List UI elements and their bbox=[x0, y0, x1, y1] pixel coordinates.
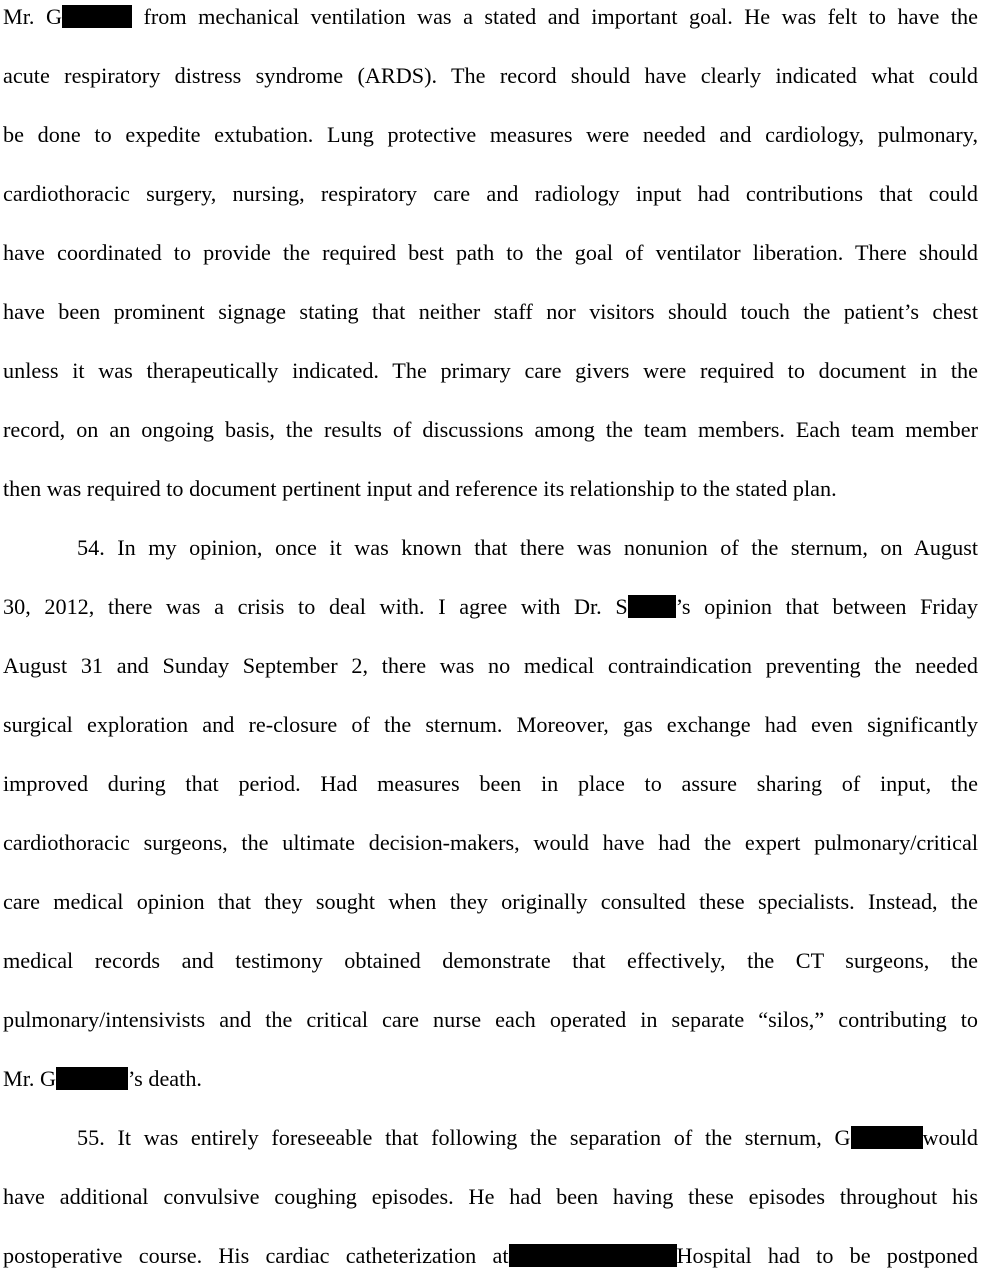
text-segment: August 31 and Sunday September 2, there was no medical contraindication preventing the needed bbox=[3, 653, 978, 678]
text-segment: cardiothoracic surgery, nursing, respiratory care and radiology input had contributions that could bbox=[3, 181, 978, 206]
text-segment: ’s death. bbox=[128, 1066, 202, 1091]
paragraph-54-start bbox=[77, 533, 978, 563]
text-line bbox=[3, 415, 978, 445]
text-segment: 55. It was entirely foreseeable that following the separation of the sternum, G bbox=[77, 1125, 851, 1150]
text-segment: 30, 2012, there was a crisis to deal with. I agree with Dr. S bbox=[3, 594, 628, 619]
text-segment: improved during that period. Had measures been in place to assure sharing of input, the bbox=[3, 771, 978, 796]
text-line bbox=[3, 1005, 978, 1035]
text-segment: cardiothoracic surgeons, the ultimate decision-makers, would have had the expert pulmonary/critical bbox=[3, 830, 978, 855]
text-line bbox=[3, 592, 978, 622]
text-segment: ’s opinion that between Friday bbox=[675, 594, 978, 619]
text-line bbox=[3, 61, 978, 91]
text-segment: would bbox=[922, 1125, 978, 1150]
text-segment: Mr. G bbox=[3, 1066, 57, 1091]
text-segment: have been prominent signage stating that neither staff nor visitors should touch the patient’s chest bbox=[3, 299, 978, 324]
text-line bbox=[3, 1064, 978, 1094]
text-segment: care medical opinion that they sought when they originally consulted these specialists. Instead, the bbox=[3, 889, 978, 914]
text-line bbox=[3, 356, 978, 386]
text-segment: unless it was therapeutically indicated. The primary care givers were required to document in the bbox=[3, 358, 978, 383]
paragraph-55-start bbox=[77, 1123, 978, 1153]
redaction-bar bbox=[509, 1244, 677, 1267]
text-line bbox=[3, 946, 978, 976]
text-line bbox=[3, 1182, 978, 1212]
redaction-bar bbox=[62, 5, 132, 28]
text-line bbox=[3, 828, 978, 858]
text-segment: from mechanical ventilation was a stated and important goal. He was felt to have the bbox=[131, 4, 978, 29]
text-line bbox=[3, 297, 978, 327]
text-segment: acute respiratory distress syndrome (ARDS). The record should have clearly indicated what could bbox=[3, 63, 978, 88]
text-segment: Hospital had to be postponed bbox=[676, 1243, 979, 1268]
text-segment: be done to expedite extubation. Lung protective measures were needed and cardiology, pulmonary, bbox=[3, 122, 978, 147]
text-line bbox=[3, 474, 978, 504]
text-line bbox=[3, 710, 978, 740]
text-line bbox=[3, 1241, 978, 1271]
text-line bbox=[3, 769, 978, 799]
text-segment: then was required to document pertinent input and reference its relationship to the stated plan. bbox=[3, 476, 837, 501]
text-line bbox=[3, 179, 978, 209]
text-line bbox=[3, 238, 978, 268]
text-segment: 54. In my opinion, once it was known that there was nonunion of the sternum, on August bbox=[77, 535, 978, 560]
text-segment: medical records and testimony obtained demonstrate that effectively, the CT surgeons, the bbox=[3, 948, 978, 973]
text-segment: Mr. G bbox=[3, 4, 62, 29]
text-segment: pulmonary/intensivists and the critical care nurse each operated in separate “silos,” contributing to bbox=[3, 1007, 978, 1032]
text-line bbox=[3, 2, 978, 32]
redaction-bar bbox=[851, 1126, 923, 1149]
text-line bbox=[3, 887, 978, 917]
text-segment: have coordinated to provide the required best path to the goal of ventilator liberation. There should bbox=[3, 240, 978, 265]
text-segment: surgical exploration and re-closure of the sternum. Moreover, gas exchange had even significantly bbox=[3, 712, 978, 737]
redaction-bar bbox=[628, 595, 676, 618]
text-segment: record, on an ongoing basis, the results of discussions among the team members. Each team member bbox=[3, 417, 978, 442]
text-line bbox=[3, 120, 978, 150]
redaction-bar bbox=[56, 1067, 128, 1090]
text-segment: have additional convulsive coughing episodes. He had been having these episodes throughout his bbox=[3, 1184, 978, 1209]
text-segment: postoperative course. His cardiac catheterization at bbox=[3, 1243, 509, 1268]
text-line bbox=[3, 651, 978, 681]
